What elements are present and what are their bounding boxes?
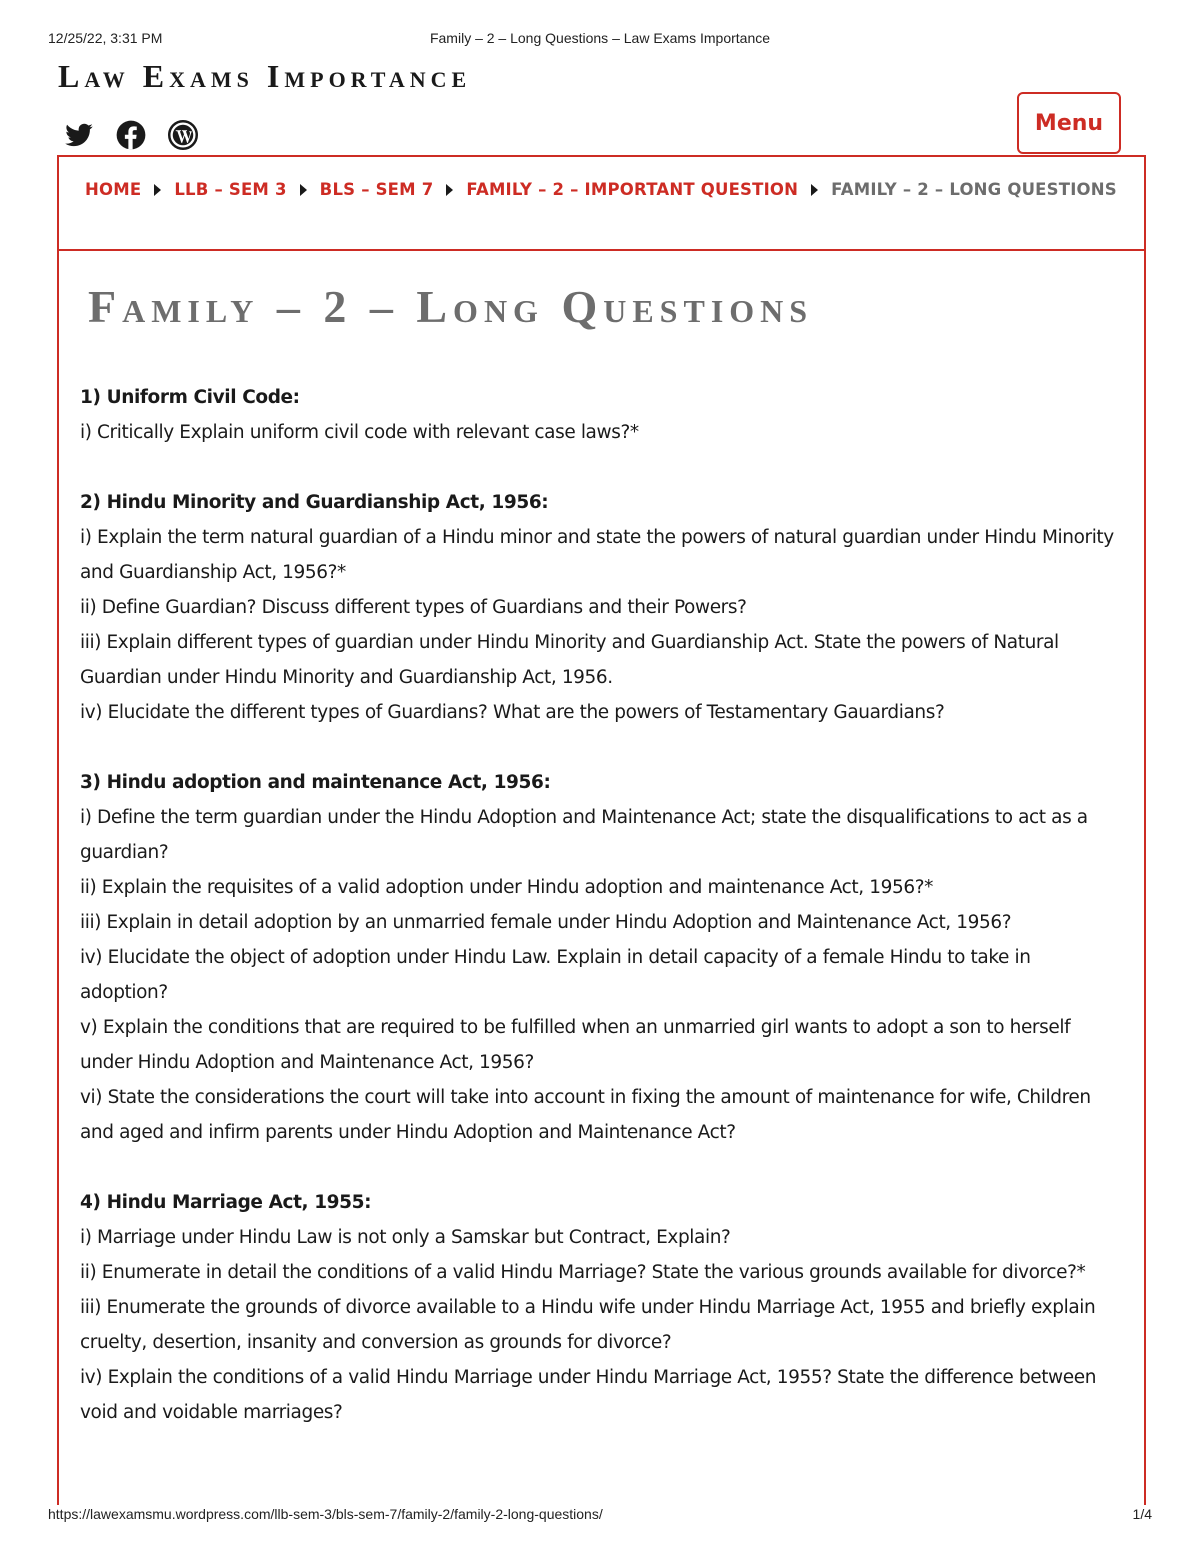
print-url: https://lawexamsmu.wordpress.com/llb-sem-3/bls-sem-7/family-2/family-2-long-questions/: [48, 1506, 603, 1522]
breadcrumb-family-2-important-question[interactable]: FAMILY – 2 – IMPORTANT QUESTION: [466, 180, 799, 199]
print-date: 12/25/22, 3:31 PM: [48, 30, 163, 46]
question: iii) Explain in detail adoption by an unmarried female under Hindu Adoption and Maintenance Act, 1956?: [80, 912, 1012, 933]
wordpress-icon[interactable]: [168, 120, 198, 150]
print-footer: [48, 1506, 1152, 1526]
site-title[interactable]: Law Exams Importance: [58, 58, 472, 94]
print-page-number: 1/4: [1132, 1506, 1152, 1522]
menu-button[interactable]: Menu: [1017, 92, 1121, 154]
breadcrumb: [57, 155, 1146, 251]
section-heading: 2) Hindu Minority and Guardianship Act, 1956:: [80, 492, 549, 513]
section-heading: 3) Hindu adoption and maintenance Act, 1956:: [80, 772, 551, 793]
breadcrumb-home[interactable]: HOME: [85, 180, 142, 199]
section-heading: 4) Hindu Marriage Act, 1955:: [80, 1192, 372, 1213]
print-header: [48, 30, 1152, 50]
question: iv) Elucidate the object of adoption under Hindu Law. Explain in detail capacity of a female Hindu to take in adoption?: [80, 947, 1031, 1003]
chevron-right-icon: [154, 184, 161, 196]
chevron-right-icon: [300, 184, 307, 196]
question: ii) Explain the requisites of a valid adoption under Hindu adoption and maintenance Act, 1956?*: [80, 877, 933, 898]
chevron-right-icon: [446, 184, 453, 196]
article-content: [80, 380, 1120, 1465]
question: i) Explain the term natural guardian of a Hindu minor and state the powers of natural guardian under Hindu Minority and Guardianship Act, 1956?*: [80, 527, 1114, 583]
question: iv) Explain the conditions of a valid Hindu Marriage under Hindu Marriage Act, 1955? State the difference between void and voidable marriages?: [80, 1367, 1097, 1423]
section-hindu-marriage-act: [80, 1185, 1120, 1430]
question: ii) Define Guardian? Discuss different types of Guardians and their Powers?: [80, 597, 747, 618]
section-heading: 1) Uniform Civil Code:: [80, 387, 300, 408]
question: iv) Elucidate the different types of Guardians? What are the powers of Testamentary Gauardians?: [80, 702, 945, 723]
question: i) Define the term guardian under the Hindu Adoption and Maintenance Act; state the disqualifications to act as a guardian?: [80, 807, 1088, 863]
section-hindu-adoption-maintenance: [80, 765, 1120, 1150]
page-title: Family – 2 – Long Questions: [88, 281, 814, 332]
facebook-icon[interactable]: [116, 120, 146, 150]
breadcrumb-llb-sem-3[interactable]: LLB – SEM 3: [174, 180, 287, 199]
question: iii) Enumerate the grounds of divorce available to a Hindu wife under Hindu Marriage Act, 1955 and briefly explain cruelty, desertion, insanity and conversion as grounds for divorce?: [80, 1297, 1096, 1353]
question: i) Marriage under Hindu Law is not only a Samskar but Contract, Explain?: [80, 1227, 731, 1248]
question: v) Explain the conditions that are required to be fulfilled when an unmarried girl wants to adopt a son to herself under Hindu Adoption and Maintenance Act, 1956?: [80, 1017, 1071, 1073]
breadcrumb-current: FAMILY – 2 – LONG QUESTIONS: [831, 180, 1117, 199]
social-links: [64, 120, 198, 150]
breadcrumb-bls-sem-7[interactable]: BLS – SEM 7: [319, 180, 434, 199]
section-hindu-minority-guardianship: [80, 485, 1120, 730]
twitter-icon[interactable]: [64, 120, 94, 150]
section-uniform-civil-code: [80, 380, 1120, 450]
print-page-title: Family – 2 – Long Questions – Law Exams Importance: [429, 30, 771, 46]
question: iii) Explain different types of guardian under Hindu Minority and Guardianship Act. State the powers of Natural Guardian under Hindu Minority and Guardianship Act, 1956.: [80, 632, 1059, 688]
chevron-right-icon: [811, 184, 818, 196]
question: vi) State the considerations the court will take into account in fixing the amount of maintenance for wife, Children and aged and infirm parents under Hindu Adoption and Maintenance Act?: [80, 1087, 1091, 1143]
question: ii) Enumerate in detail the conditions of a valid Hindu Marriage? State the various grounds available for divorce?*: [80, 1262, 1086, 1283]
question: i) Critically Explain uniform civil code with relevant case laws?*: [80, 422, 639, 443]
